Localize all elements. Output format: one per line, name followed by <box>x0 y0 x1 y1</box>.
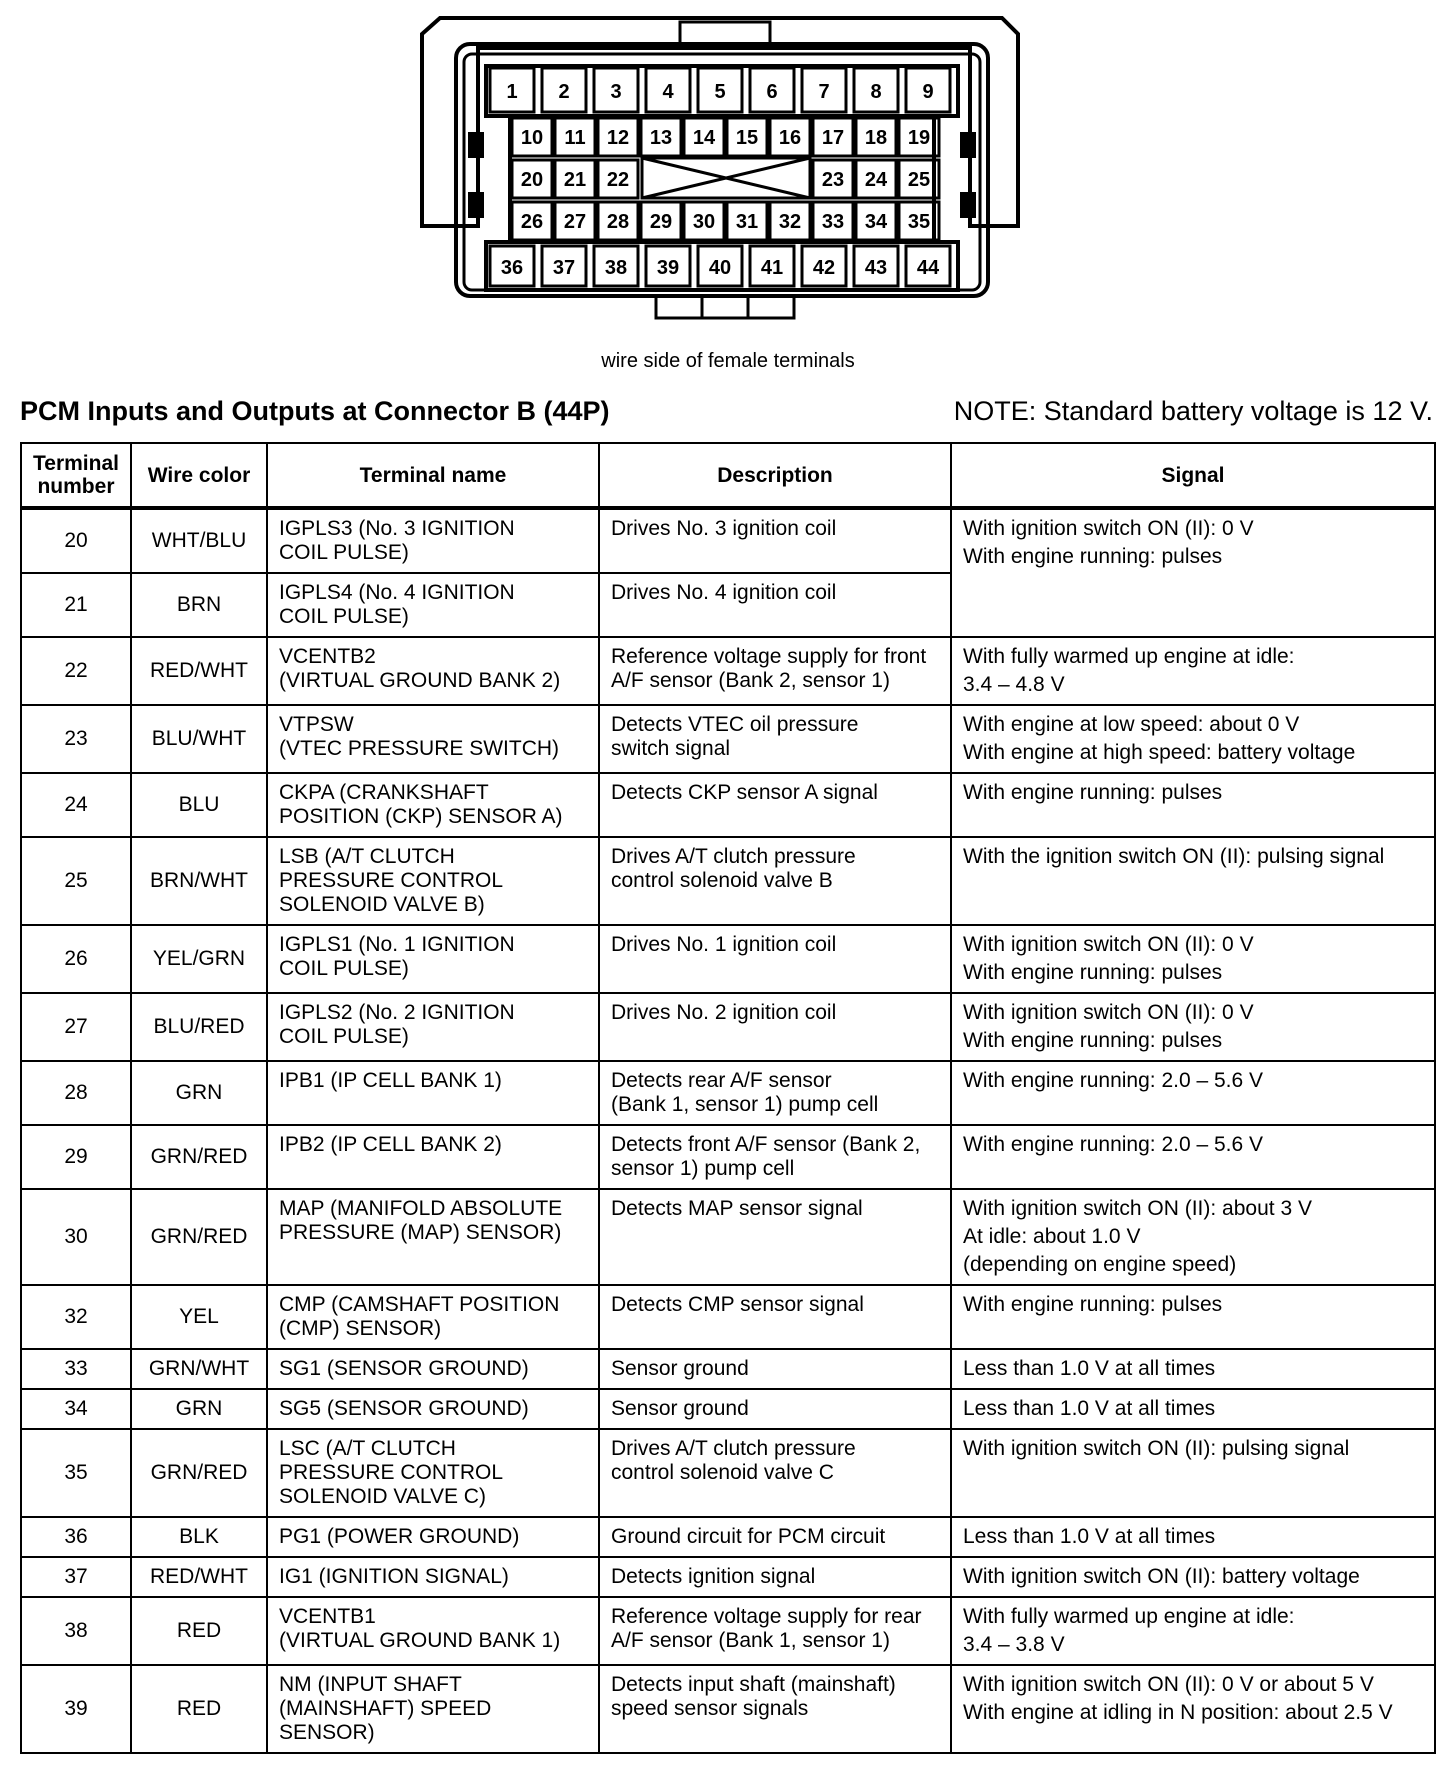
terminal-name-cell <box>267 1517 599 1557</box>
signal-cell <box>951 837 1435 925</box>
cell-line: Less than 1.0 V at all times <box>963 1397 1216 1420</box>
table-row <box>21 637 1435 705</box>
description-cell <box>599 1125 951 1189</box>
terminal-number-cell: 37 <box>21 1557 131 1597</box>
cell-line: IGPLS4 (No. 4 IGNITION <box>279 581 515 604</box>
header-wire-color: Wire color <box>131 443 267 508</box>
cell-line: PRESSURE (MAP) SENSOR) <box>279 1221 562 1244</box>
description-cell <box>599 1597 951 1665</box>
terminal-number-cell: 33 <box>21 1349 131 1389</box>
description-cell <box>599 637 951 705</box>
cell-line: (Bank 1, sensor 1) pump cell <box>611 1093 879 1116</box>
cell-line: Detects CMP sensor signal <box>611 1293 864 1316</box>
pin-label: 8 <box>870 81 882 103</box>
cell-line: With engine running: 2.0 – 5.6 V <box>963 1133 1264 1156</box>
pin-label: 31 <box>735 211 759 233</box>
cell-line: COIL PULSE) <box>279 1025 409 1048</box>
cell-line: SOLENOID VALVE B) <box>279 893 485 916</box>
cell-line: With ignition switch ON (II): battery voltage <box>963 1565 1360 1588</box>
cell-line: PG1 (POWER GROUND) <box>279 1525 520 1548</box>
table-row <box>21 1285 1435 1349</box>
pin-label: 41 <box>760 257 784 279</box>
description-cell <box>599 773 951 837</box>
pin-label: 6 <box>766 81 778 103</box>
terminal-number-cell: 23 <box>21 705 131 773</box>
pin-label: 29 <box>649 211 673 233</box>
pin-label: 32 <box>778 211 802 233</box>
description-cell <box>599 573 951 637</box>
cell-line: With ignition switch ON (II): 0 V <box>963 517 1254 540</box>
signal-cell <box>951 925 1435 993</box>
cell-line: Detects front A/F sensor (Bank 2, <box>611 1133 921 1156</box>
cell-line: Drives No. 1 ignition coil <box>611 933 837 956</box>
pin-label: 30 <box>692 211 716 233</box>
cell-line: 3.4 – 3.8 V <box>963 1633 1065 1656</box>
terminal-name-cell <box>267 1189 599 1285</box>
signal-cell <box>951 1189 1435 1285</box>
pin-label: 18 <box>864 127 888 149</box>
terminal-number-cell: 22 <box>21 637 131 705</box>
cell-line: IPB1 (IP CELL BANK 1) <box>279 1069 502 1092</box>
terminal-name-cell <box>267 637 599 705</box>
cell-line: IPB2 (IP CELL BANK 2) <box>279 1133 502 1156</box>
cell-line: Drives No. 2 ignition coil <box>611 1001 837 1024</box>
cell-line: VTPSW <box>279 713 354 736</box>
signal-cell <box>951 1061 1435 1125</box>
header-description: Description <box>599 443 951 508</box>
terminal-number-cell: 32 <box>21 1285 131 1349</box>
signal-cell <box>951 1125 1435 1189</box>
cell-line: CKPA (CRANKSHAFT <box>279 781 489 804</box>
signal-cell <box>951 705 1435 773</box>
cell-line: VCENTB2 <box>279 645 376 668</box>
voltage-note: NOTE: Standard battery voltage is 12 V. <box>953 396 1433 426</box>
wire-color-cell: BRN/WHT <box>131 837 267 925</box>
table-row <box>21 925 1435 993</box>
cell-line: Drives No. 4 ignition coil <box>611 581 837 604</box>
pin-label: 2 <box>558 81 570 103</box>
table-row <box>21 705 1435 773</box>
table-row <box>21 1125 1435 1189</box>
signal-cell <box>951 1285 1435 1349</box>
cell-line: (CMP) SENSOR) <box>279 1317 442 1340</box>
cell-line: IG1 (IGNITION SIGNAL) <box>279 1565 509 1588</box>
cell-line: (depending on engine speed) <box>963 1253 1237 1276</box>
pin-label: 34 <box>864 211 888 233</box>
terminal-name-cell <box>267 1061 599 1125</box>
signal-cell <box>951 1665 1435 1753</box>
description-cell <box>599 1189 951 1285</box>
cell-line: COIL PULSE) <box>279 957 409 980</box>
cell-line: sensor 1) pump cell <box>611 1157 795 1180</box>
pin-label: 22 <box>606 169 630 191</box>
pin-label: 10 <box>520 127 544 149</box>
cell-line: SG1 (SENSOR GROUND) <box>279 1357 529 1380</box>
cell-line: With engine at idling in N position: about 2.5 V <box>963 1701 1393 1724</box>
cell-line: (MAINSHAFT) SPEED <box>279 1697 492 1720</box>
cell-line: (VIRTUAL GROUND BANK 1) <box>279 1629 561 1652</box>
cell-line: switch signal <box>611 737 731 760</box>
table-row <box>21 1189 1435 1285</box>
cell-line: With engine running: pulses <box>963 545 1223 568</box>
pin-label: 35 <box>907 211 931 233</box>
wire-color-cell: GRN/RED <box>131 1125 267 1189</box>
terminal-number-cell: 36 <box>21 1517 131 1557</box>
wire-color-cell: BLU <box>131 773 267 837</box>
pin-label: 9 <box>922 81 934 103</box>
wire-color-cell: BRN <box>131 573 267 637</box>
cell-line: A/F sensor (Bank 1, sensor 1) <box>611 1629 890 1652</box>
pin-label: 17 <box>821 127 845 149</box>
cell-line: (VTEC PRESSURE SWITCH) <box>279 737 560 760</box>
cell-line: SOLENOID VALVE C) <box>279 1485 486 1508</box>
pin-label: 38 <box>604 257 628 279</box>
cell-line: Drives No. 3 ignition coil <box>611 517 837 540</box>
cell-line: speed sensor signals <box>611 1697 809 1720</box>
pin-label: 19 <box>907 127 931 149</box>
cell-line: With ignition switch ON (II): 0 V <box>963 933 1254 956</box>
pin-label: 43 <box>864 257 888 279</box>
pin-label: 44 <box>916 257 940 279</box>
pin-label: 39 <box>656 257 680 279</box>
wire-color-cell: BLU/WHT <box>131 705 267 773</box>
terminal-name-cell <box>267 925 599 993</box>
terminal-name-cell <box>267 1557 599 1597</box>
wire-color-cell: BLK <box>131 1517 267 1557</box>
header-terminal-name: Terminal name <box>267 443 599 508</box>
cell-line: Ground circuit for PCM circuit <box>611 1525 886 1548</box>
terminal-number-cell: 27 <box>21 993 131 1061</box>
pcm-terminal-table <box>20 442 1436 1754</box>
header-terminal-number: Terminal number <box>21 443 131 508</box>
cell-line: Less than 1.0 V at all times <box>963 1357 1216 1380</box>
header-signal: Signal <box>951 443 1435 508</box>
terminal-number-cell: 28 <box>21 1061 131 1125</box>
pin-label: 15 <box>735 127 759 149</box>
table-row <box>21 1389 1435 1429</box>
wire-color-cell: GRN/RED <box>131 1429 267 1517</box>
table-row <box>21 993 1435 1061</box>
wire-color-cell: YEL <box>131 1285 267 1349</box>
cell-line: control solenoid valve C <box>611 1461 834 1484</box>
terminal-number-cell: 35 <box>21 1429 131 1517</box>
description-cell <box>599 705 951 773</box>
cell-line: Detects input shaft (mainshaft) <box>611 1673 896 1696</box>
cell-line: With engine at high speed: battery voltage <box>963 741 1356 764</box>
cell-line: COIL PULSE) <box>279 605 409 628</box>
cell-line: PRESSURE CONTROL <box>279 1461 504 1484</box>
description-cell <box>599 1285 951 1349</box>
pin-label: 1 <box>506 81 518 103</box>
signal-cell <box>951 1597 1435 1665</box>
signal-cell <box>951 1389 1435 1429</box>
cell-line: With engine running: pulses <box>963 961 1223 984</box>
terminal-number-cell: 25 <box>21 837 131 925</box>
pin-label: 3 <box>610 81 622 103</box>
terminal-name-cell <box>267 1665 599 1753</box>
signal-cell <box>951 1349 1435 1389</box>
wire-color-cell: GRN <box>131 1389 267 1429</box>
cell-line: With ignition switch ON (II): 0 V or about 5 V <box>963 1673 1374 1696</box>
description-cell <box>599 508 951 573</box>
pin-label: 40 <box>708 257 732 279</box>
wire-color-cell: YEL/GRN <box>131 925 267 993</box>
terminal-name-cell <box>267 1429 599 1517</box>
cell-line: Reference voltage supply for rear <box>611 1605 922 1628</box>
table-row <box>21 1597 1435 1665</box>
signal-cell <box>951 508 1435 637</box>
pin-label: 13 <box>649 127 673 149</box>
cell-line: SENSOR) <box>279 1721 375 1744</box>
pin-label: 37 <box>552 257 576 279</box>
terminal-number-cell: 20 <box>21 508 131 573</box>
diagram-caption: wire side of female terminals <box>601 350 855 372</box>
cell-line: With ignition switch ON (II): 0 V <box>963 1001 1254 1024</box>
terminal-number-cell: 38 <box>21 1597 131 1665</box>
pin-label: 24 <box>864 169 888 191</box>
pin-label: 26 <box>520 211 544 233</box>
wire-color-cell: RED/WHT <box>131 1557 267 1597</box>
pin-label: 7 <box>818 81 830 103</box>
cell-line: Drives A/T clutch pressure <box>611 845 856 868</box>
terminal-number-cell: 21 <box>21 573 131 637</box>
pin-label: 36 <box>500 257 524 279</box>
cell-line: Sensor ground <box>611 1357 749 1380</box>
terminal-name-cell <box>267 773 599 837</box>
description-cell <box>599 1557 951 1597</box>
cell-line: Detects CKP sensor A signal <box>611 781 878 804</box>
description-cell <box>599 1665 951 1753</box>
cell-line: IGPLS2 (No. 2 IGNITION <box>279 1001 515 1024</box>
description-cell <box>599 837 951 925</box>
pin-label: 12 <box>606 127 630 149</box>
cell-line: Detects MAP sensor signal <box>611 1197 863 1220</box>
cell-line: At idle: about 1.0 V <box>963 1225 1141 1248</box>
pin-label: 27 <box>563 211 587 233</box>
page-title: PCM Inputs and Outputs at Connector B (44P) <box>20 396 610 426</box>
terminal-number-cell: 34 <box>21 1389 131 1429</box>
cell-line: IGPLS1 (No. 1 IGNITION <box>279 933 515 956</box>
cell-line: PRESSURE CONTROL <box>279 869 504 892</box>
terminal-name-cell <box>267 1597 599 1665</box>
table-row <box>21 773 1435 837</box>
cell-line: A/F sensor (Bank 2, sensor 1) <box>611 669 890 692</box>
terminal-name-cell <box>267 993 599 1061</box>
pin-label: 42 <box>812 257 836 279</box>
description-cell <box>599 1517 951 1557</box>
cell-line: With fully warmed up engine at idle: <box>963 1605 1295 1628</box>
wire-color-cell: WHT/BLU <box>131 508 267 573</box>
cell-line: Reference voltage supply for front <box>611 645 927 668</box>
terminal-name-cell <box>267 1349 599 1389</box>
cell-line: Sensor ground <box>611 1397 749 1420</box>
cell-line: With engine at low speed: about 0 V <box>963 713 1300 736</box>
terminal-name-cell <box>267 837 599 925</box>
table-row <box>21 837 1435 925</box>
terminal-number-cell: 39 <box>21 1665 131 1753</box>
cell-line: Less than 1.0 V at all times <box>963 1525 1216 1548</box>
cell-line: With engine running: pulses <box>963 781 1223 804</box>
terminal-number-cell: 30 <box>21 1189 131 1285</box>
description-cell <box>599 1349 951 1389</box>
wire-color-cell: RED <box>131 1665 267 1753</box>
cell-line: MAP (MANIFOLD ABSOLUTE <box>279 1197 563 1220</box>
cell-line: With ignition switch ON (II): pulsing signal <box>963 1437 1350 1460</box>
table-row <box>21 1517 1435 1557</box>
signal-cell <box>951 993 1435 1061</box>
cell-line: With ignition switch ON (II): about 3 V <box>963 1197 1312 1220</box>
description-cell <box>599 1429 951 1517</box>
description-cell <box>599 1389 951 1429</box>
terminal-name-cell <box>267 705 599 773</box>
cell-line: IGPLS3 (No. 3 IGNITION <box>279 517 515 540</box>
cell-line: With the ignition switch ON (II): pulsing signal <box>963 845 1385 868</box>
signal-cell <box>951 773 1435 837</box>
cell-line: SG5 (SENSOR GROUND) <box>279 1397 529 1420</box>
terminal-name-cell <box>267 1389 599 1429</box>
signal-cell <box>951 1517 1435 1557</box>
cell-line: With engine running: 2.0 – 5.6 V <box>963 1069 1264 1092</box>
wire-color-cell: RED <box>131 1597 267 1665</box>
cell-line: NM (INPUT SHAFT <box>279 1673 462 1696</box>
pin-label: 5 <box>714 81 726 103</box>
cell-line: control solenoid valve B <box>611 869 833 892</box>
pin-label: 20 <box>520 169 544 191</box>
cell-line: POSITION (CKP) SENSOR A) <box>279 805 563 828</box>
cell-line: With fully warmed up engine at idle: <box>963 645 1295 668</box>
cell-line: Detects VTEC oil pressure <box>611 713 859 736</box>
terminal-number-cell: 26 <box>21 925 131 993</box>
table-row <box>21 1557 1435 1597</box>
pin-label: 14 <box>692 127 716 149</box>
cell-line: With engine running: pulses <box>963 1293 1223 1316</box>
pin-label: 4 <box>662 81 674 103</box>
wire-color-cell: BLU/RED <box>131 993 267 1061</box>
terminal-number-cell: 29 <box>21 1125 131 1189</box>
cell-line: COIL PULSE) <box>279 541 409 564</box>
cell-line: With engine running: pulses <box>963 1029 1223 1052</box>
terminal-name-cell <box>267 1125 599 1189</box>
description-cell <box>599 993 951 1061</box>
cell-line: LSC (A/T CLUTCH <box>279 1437 456 1460</box>
pin-label: 11 <box>564 127 586 149</box>
cell-line: CMP (CAMSHAFT POSITION <box>279 1293 560 1316</box>
pin-label: 23 <box>821 169 845 191</box>
cell-line: 3.4 – 4.8 V <box>963 673 1065 696</box>
pin-label: 16 <box>778 127 802 149</box>
signal-cell <box>951 1429 1435 1517</box>
description-cell <box>599 1061 951 1125</box>
wire-color-cell: GRN/RED <box>131 1189 267 1285</box>
wire-color-cell: GRN/WHT <box>131 1349 267 1389</box>
cell-line: LSB (A/T CLUTCH <box>279 845 455 868</box>
wire-color-cell: RED/WHT <box>131 637 267 705</box>
table-row <box>21 1429 1435 1517</box>
table-row <box>21 1665 1435 1753</box>
pin-label: 21 <box>563 169 587 191</box>
pin-label: 25 <box>907 169 931 191</box>
signal-cell <box>951 1557 1435 1597</box>
table-row <box>21 1349 1435 1389</box>
table-row <box>21 508 1435 573</box>
wire-color-cell: GRN <box>131 1061 267 1125</box>
terminal-number-cell: 24 <box>21 773 131 837</box>
terminal-name-cell <box>267 1285 599 1349</box>
terminal-name-cell <box>267 573 599 637</box>
pin-label: 28 <box>606 211 630 233</box>
table-row <box>21 1061 1435 1125</box>
description-cell <box>599 925 951 993</box>
cell-line: Detects rear A/F sensor <box>611 1069 832 1092</box>
connector-diagram <box>0 0 1456 330</box>
signal-cell <box>951 637 1435 705</box>
cell-line: Detects ignition signal <box>611 1565 816 1588</box>
cell-line: Drives A/T clutch pressure <box>611 1437 856 1460</box>
cell-line: VCENTB1 <box>279 1605 376 1628</box>
terminal-name-cell <box>267 508 599 573</box>
pin-label: 33 <box>821 211 845 233</box>
table-header-row <box>21 443 1435 508</box>
cell-line: (VIRTUAL GROUND BANK 2) <box>279 669 561 692</box>
